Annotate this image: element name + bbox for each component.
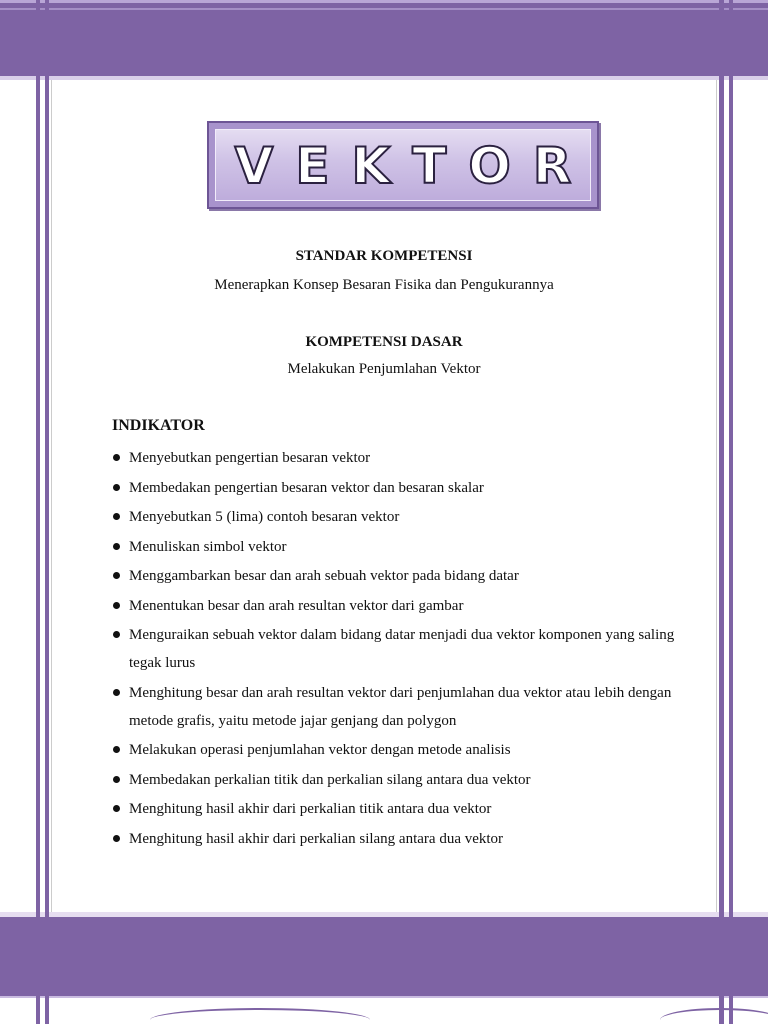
- top-frame-band: [0, 0, 768, 80]
- list-item: [112, 474, 692, 502]
- list-item: [112, 533, 692, 561]
- indikator-heading: INDIKATOR: [112, 417, 205, 434]
- list-item: [112, 679, 692, 735]
- kompetensi-dasar-heading: KOMPETENSI DASAR: [305, 334, 463, 350]
- standar-kompetensi-text: Menerapkan Konsep Besaran Fisika dan Pengukurannya: [214, 277, 554, 293]
- list-item-text: Menggambarkan besar dan arah sebuah vektor pada bidang datar: [129, 568, 519, 584]
- list-item: [112, 592, 692, 620]
- bullet-icon: [113, 689, 120, 696]
- list-item-text: Menghitung hasil akhir dari perkalian titik antara dua vektor: [129, 801, 492, 817]
- list-item-text: Membedakan pengertian besaran vektor dan besaran skalar: [129, 479, 484, 496]
- list-item-text: Menghitung hasil akhir dari perkalian silang antara dua vektor: [129, 830, 504, 847]
- bullet-icon: [113, 746, 120, 753]
- left-rail-inner: [45, 0, 49, 1024]
- list-item: [112, 736, 692, 764]
- kompetensi-dasar-text: Melakukan Penjumlahan Vektor: [287, 361, 481, 377]
- bullet-icon: [113, 602, 120, 609]
- standar-kompetensi-heading: STANDAR KOMPETENSI: [295, 248, 473, 264]
- right-rail-outer: [729, 0, 733, 1024]
- bullet-icon: [113, 805, 120, 812]
- list-item-text: Membedakan perkalian titik dan perkalian silang antara dua vektor: [129, 771, 531, 788]
- left-rail-outer: [36, 0, 40, 1024]
- list-item: [112, 825, 692, 853]
- bullet-icon: [113, 631, 120, 638]
- list-item: [112, 503, 692, 531]
- list-item-text: Menuliskan simbol vektor: [129, 538, 287, 555]
- page-right-edge: [716, 80, 717, 912]
- document-title: VEKTOR: [234, 137, 594, 195]
- list-item-text: Menentukan besar dan arah resultan vektor dari gambar: [129, 597, 464, 614]
- curve-ornament: [660, 1008, 768, 1032]
- title-banner: [207, 121, 599, 209]
- list-item-text: Menyebutkan 5 (lima) contoh besaran vektor: [129, 509, 400, 525]
- bottom-decorative-strip: [0, 996, 768, 1024]
- list-item: [112, 444, 692, 472]
- list-item-text: Menguraikan sebuah vektor dalam bidang datar menjadi dua vektor komponen yang saling tegak lurus: [129, 627, 675, 671]
- bullet-icon: [113, 454, 120, 461]
- curve-ornament: [150, 1008, 370, 1032]
- list-item: [112, 766, 692, 794]
- bullet-icon: [113, 835, 120, 842]
- bullet-icon: [113, 543, 120, 550]
- list-item: [112, 795, 692, 823]
- bullet-icon: [113, 484, 120, 491]
- list-item: [112, 621, 692, 677]
- bullet-icon: [113, 572, 120, 579]
- right-rail-inner: [719, 0, 724, 1024]
- bullet-icon: [113, 513, 120, 520]
- list-item-text: Melakukan operasi penjumlahan vektor dengan metode analisis: [129, 742, 511, 758]
- bottom-frame-band: [0, 912, 768, 996]
- page-content: [52, 80, 716, 912]
- bullet-icon: [113, 776, 120, 783]
- list-item-text: Menyebutkan pengertian besaran vektor: [129, 450, 371, 466]
- list-item-text: Menghitung besar dan arah resultan vektor dari penjumlahan dua vektor atau lebih dengan metode grafis, yaitu metode jajar genjang dan polygon: [129, 684, 672, 729]
- list-item: [112, 562, 692, 590]
- indikator-list: [112, 444, 692, 854]
